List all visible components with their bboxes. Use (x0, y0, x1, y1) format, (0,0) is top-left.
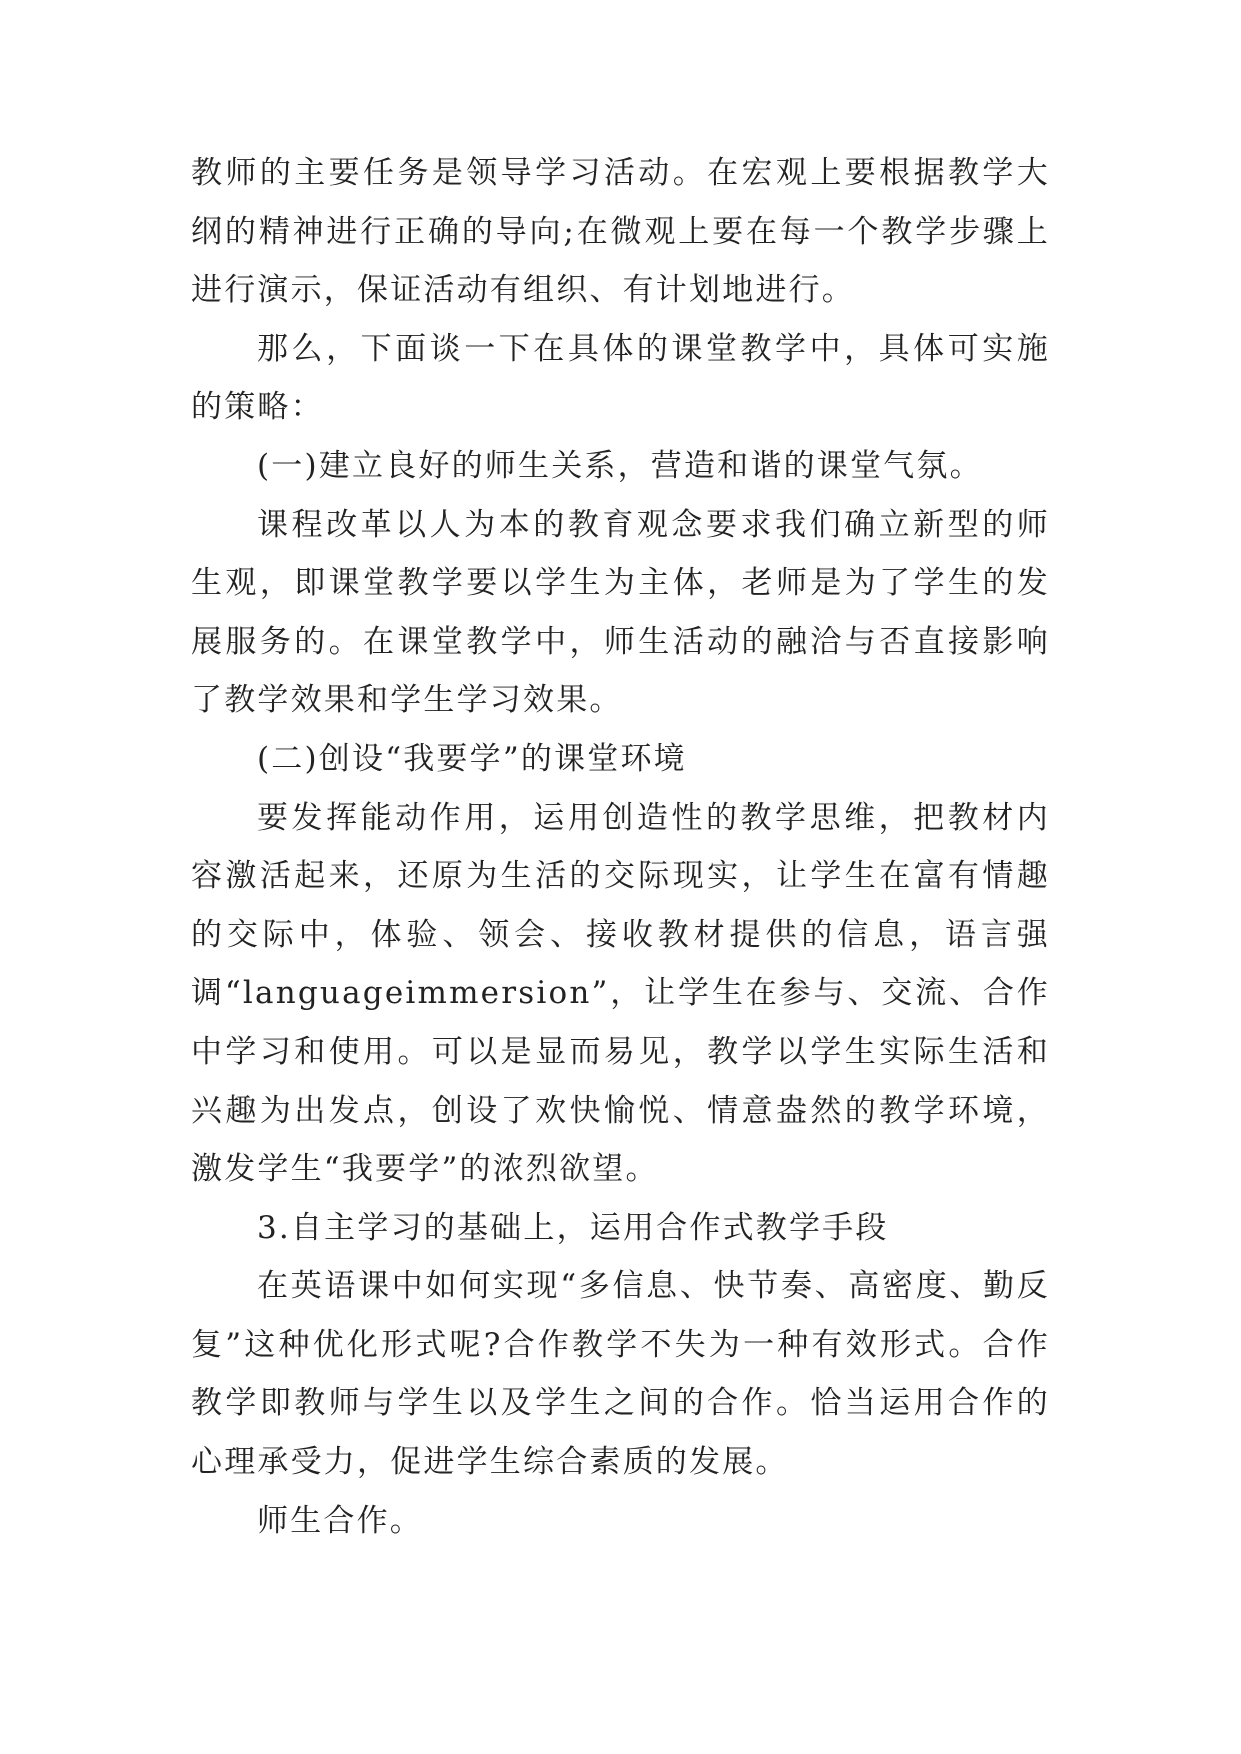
section-heading-3: 3.自主学习的基础上，运用合作式教学手段 (257, 1209, 889, 1246)
paragraph-strategy-intro: 那么，下面谈一下在具体的课堂教学中，具体可实施的策略： (191, 330, 1050, 426)
section-heading-1: (一)建立良好的师生关系，营造和谐的课堂气氛。 (257, 447, 983, 484)
paragraph-cooperative-teaching: 在英语课中如何实现“多信息、快节奏、高密度、勤反复”这种优化形式呢?合作教学不失为一种有效形式。合作教学即教师与学生以及学生之间的合作。恰当运用合作的心理承受力，促进学生综合素质的发展。 (191, 1268, 1050, 1481)
document-body (191, 144, 1050, 1550)
paragraph-teacher-student-relationship: 课程改革以人为本的教育观念要求我们确立新型的师生观，即课堂教学要以学生为主体，老师是为了学生的发展服务的。在课堂教学中，师生活动的融洽与否直接影响了教学效果和学生学习效果。 (191, 506, 1050, 719)
section-heading-2: (二)创设“我要学”的课堂环境 (257, 740, 687, 777)
paragraph-teacher-student-cooperation: 师生合作。 (257, 1502, 423, 1539)
paragraph-intro-continued: 教师的主要任务是领导学习活动。在宏观上要根据教学大纲的精神进行正确的导向;在微观上要在每一个教学步骤上进行演示，保证活动有组织、有计划地进行。 (191, 155, 1050, 309)
paragraph-learning-environment: 要发挥能动作用，运用创造性的教学思维，把教材内容激活起来，还原为生活的交际现实，让学生在富有情趣的交际中，体验、领会、接收教材提供的信息，语言强调“languageimmersion”，让学生在参与、交流、合作中学习和使用。可以是显而易见，教学以学生实际生活和兴趣为出发点，创设了欢快愉悦、情意盎然的教学环境，激发学生“我要学”的浓烈欲望。 (191, 799, 1050, 1188)
